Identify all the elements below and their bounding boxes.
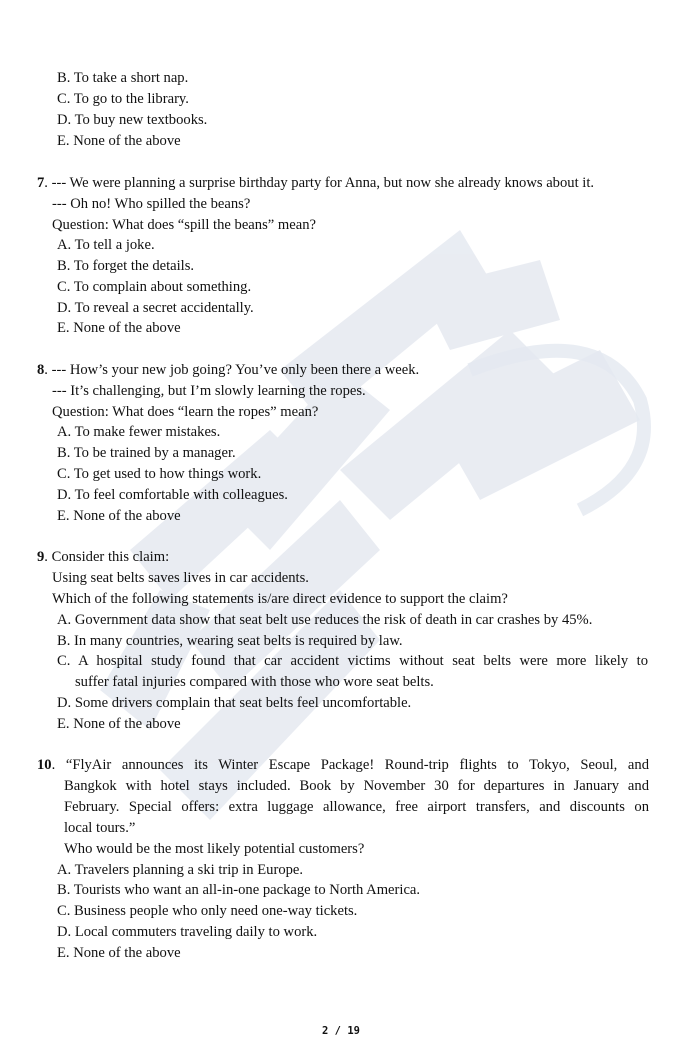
q10-option-d: D. Local commuters traveling daily to work. [57,924,318,940]
q7-option-c: C. To complain about something. [57,279,252,295]
q7-dialogue-2: --- Oh no! Who spilled the beans? [52,196,251,212]
q8-dialogue-2: --- It’s challenging, but I’m slowly learning the ropes. [52,383,366,399]
q10-passage-1: . “FlyAir announces its Winter Escape Package! Round-trip flights to Tokyo, Seoul, and [51,757,649,773]
q9-option-e: E. None of the above [57,716,181,732]
q9-intro: . Consider this claim: [44,549,170,565]
q7-option-e: E. None of the above [57,320,181,336]
q8-option-d: D. To feel comfortable with colleagues. [57,487,288,503]
q10-passage-2: Bangkok with hotel stays included. Book by November 30 for departures in January and [64,778,649,794]
page-number: 2 / 19 [322,1025,360,1037]
q10-passage-4: local tours.” [64,820,136,836]
q10-question: Who would be the most likely potential customers? [64,841,365,857]
q9-option-a: A. Government data show that seat belt use reduces the risk of death in car crashes by 45%. [57,612,593,628]
q9-number: 9 [37,549,45,565]
q9-question: Which of the following statements is/are direct evidence to support the claim? [52,591,508,607]
q6-option-c: C. To go to the library. [57,91,189,107]
q10-passage-3: February. Special offers: extra luggage allowance, free airport transfers, and discounts on [64,799,649,815]
q8-option-a: A. To make fewer mistakes. [57,424,221,440]
q7-dialogue-1: . --- We were planning a surprise birthday party for Anna, but now she already knows about it. [44,175,595,191]
q6-option-d: D. To buy new textbooks. [57,112,208,128]
q10-option-b: B. Tourists who want an all-in-one package to North America. [57,882,421,898]
q7-question: Question: What does “spill the beans” mean? [52,217,316,233]
q7-option-d: D. To reveal a secret accidentally. [57,300,254,316]
q8-option-c: C. To get used to how things work. [57,466,262,482]
q9-option-d: D. Some drivers complain that seat belts feel uncomfortable. [57,695,412,711]
q6-option-b: B. To take a short nap. [57,70,189,86]
q10-option-a: A. Travelers planning a ski trip in Europe. [57,862,304,878]
q10-number: 10 [37,757,52,773]
q10-option-e: E. None of the above [57,945,181,961]
q8-dialogue-1: . --- How’s your new job going? You’ve only been there a week. [44,362,420,378]
q8-option-e: E. None of the above [57,508,181,524]
q9-option-b: B. In many countries, wearing seat belts is required by law. [57,633,403,649]
q8-stem-line1 [37,360,419,380]
q9-option-c-line1: C. A hospital study found that car accident victims without seat belts were more likely to [57,653,648,669]
q10-option-c: C. Business people who only need one-way tickets. [57,903,358,919]
q8-number: 8 [37,362,45,378]
q8-question: Question: What does “learn the ropes” mean? [52,404,319,420]
q9-stem-line1 [37,547,169,567]
q9-claim: Using seat belts saves lives in car accidents. [52,570,309,586]
q7-option-b: B. To forget the details. [57,258,195,274]
q7-option-a: A. To tell a joke. [57,237,155,253]
q7-stem-line1 [37,173,594,193]
q6-option-e: E. None of the above [57,133,181,149]
q9-option-c-line2: suffer fatal injuries compared with those who wore seat belts. [75,674,434,690]
q7-number: 7 [37,175,45,191]
q8-option-b: B. To be trained by a manager. [57,445,236,461]
q10-stem-line1 [37,755,649,775]
